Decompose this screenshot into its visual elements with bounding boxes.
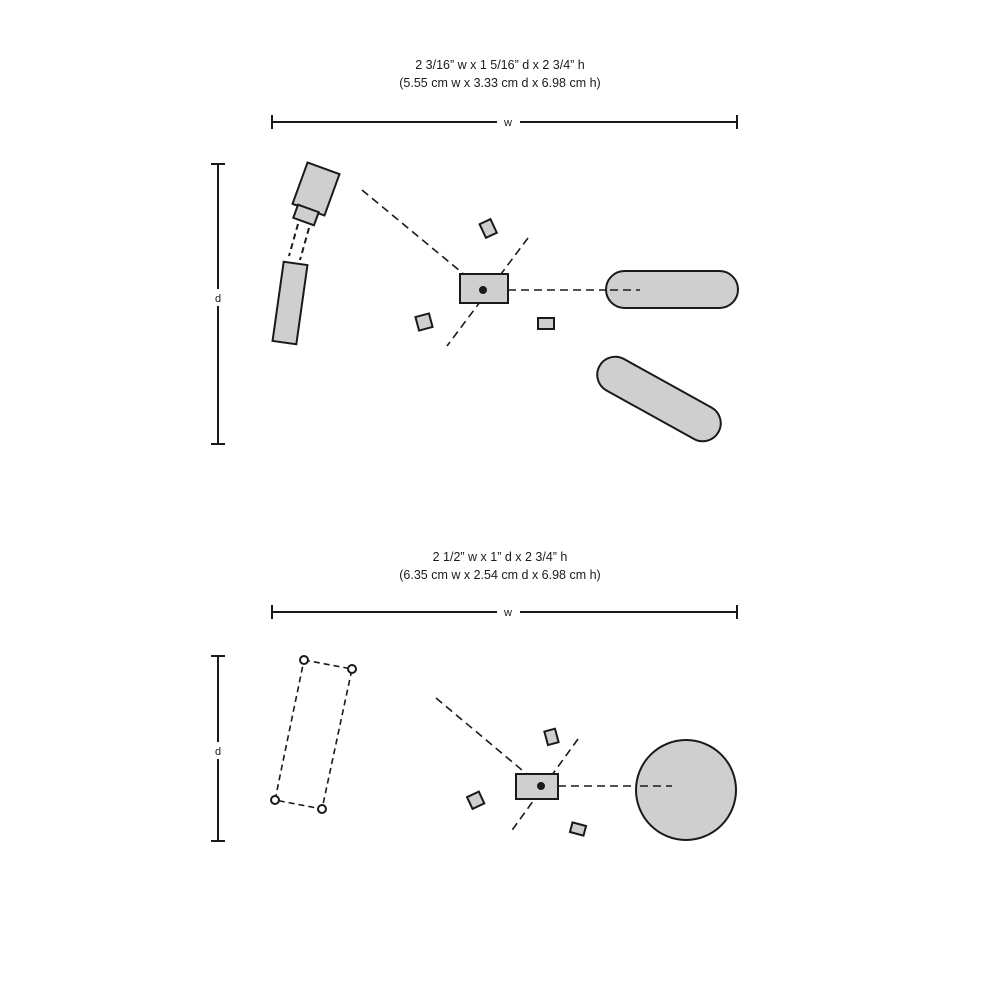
- bottom-dimensions-imperial: 2 1/2” w x 1” d x 2 3/4” h: [432, 550, 568, 564]
- top-width-label: w: [504, 117, 512, 129]
- top-hub-pivot: [480, 287, 486, 293]
- bottom-outline: [271, 656, 356, 813]
- bottom-small-block: [570, 822, 586, 835]
- bottom-corner-pin: [318, 805, 326, 813]
- top-small-block: [415, 313, 432, 330]
- top-small-block: [480, 219, 497, 238]
- top-pill-angled: [591, 350, 727, 447]
- bottom-hub-pivot: [538, 783, 544, 789]
- top-small-block: [538, 318, 554, 329]
- bottom-disc: [636, 740, 736, 840]
- top-side-rod: [273, 262, 308, 345]
- bottom-small-block: [544, 729, 558, 745]
- bottom-depth-label: d: [214, 746, 222, 758]
- bottom-corner-pin: [300, 656, 308, 664]
- bottom-corner-pin: [348, 665, 356, 673]
- bottom-small-block: [467, 792, 484, 809]
- bottom-hub-axis-line: [436, 698, 541, 786]
- top-center-hub: [362, 190, 640, 346]
- bottom-center-hub: [436, 698, 672, 836]
- bottom-corner-pin: [271, 796, 279, 804]
- top-side-view: [273, 163, 340, 345]
- bottom-width-label: w: [504, 607, 512, 619]
- bottom-dimensions-metric: (6.35 cm w x 2.54 cm d x 6.98 cm h): [399, 568, 601, 582]
- bottom-hub-box: [516, 774, 558, 799]
- top-dimensions-metric: (5.55 cm w x 3.33 cm d x 6.98 cm h): [399, 76, 601, 90]
- top-dimensions-imperial: 2 3/16” w x 1 5/16” d x 2 3/4” h: [415, 58, 585, 72]
- top-side-hidden-line: [289, 224, 298, 256]
- top-depth-label: d: [214, 293, 222, 305]
- bottom-dashed-rectangle: [275, 660, 352, 809]
